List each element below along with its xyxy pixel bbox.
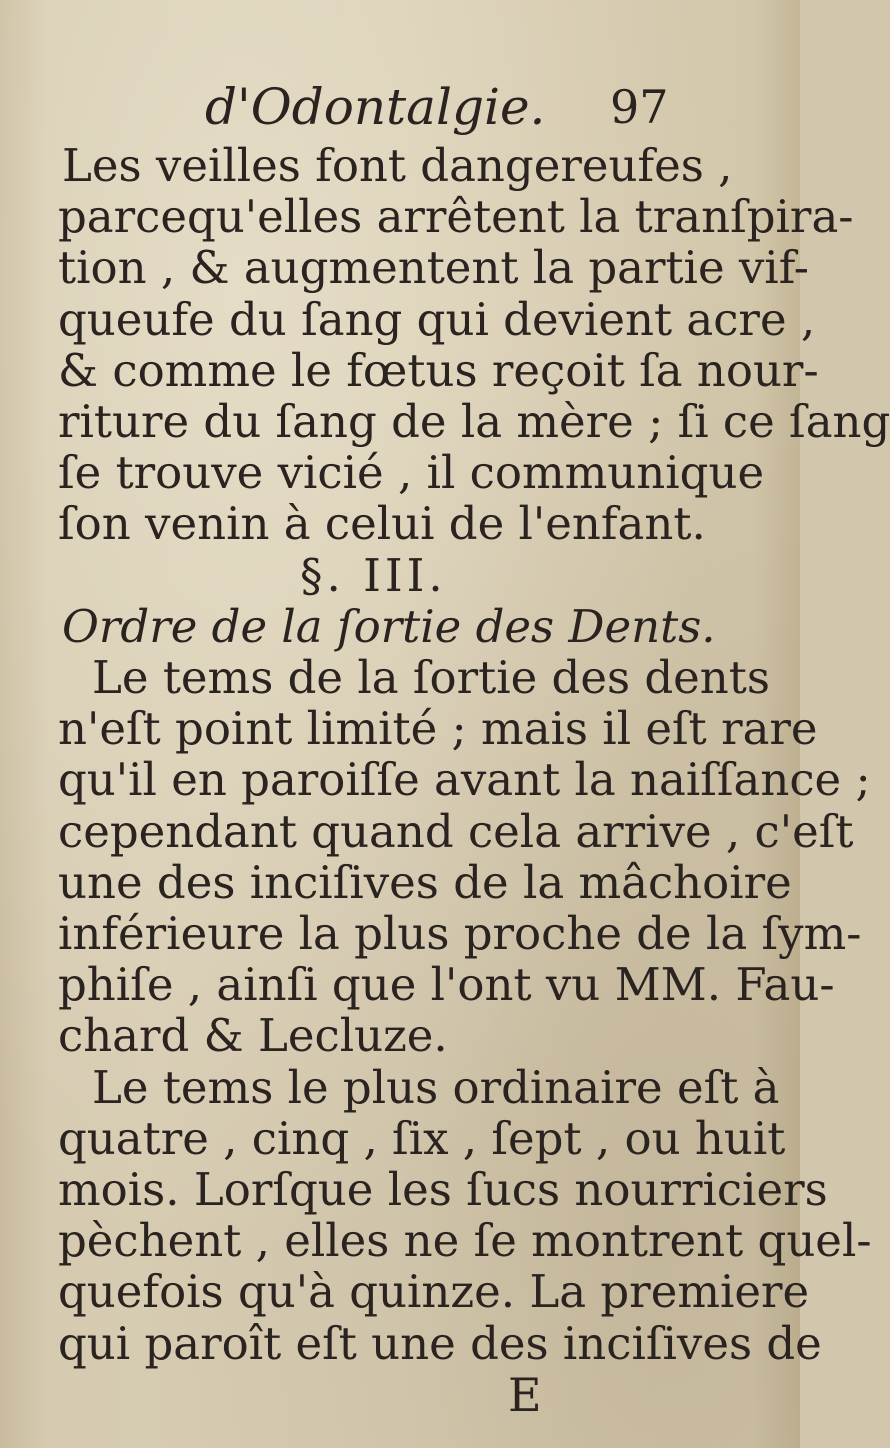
text-line: ſon venin à celui de l'enfant. [58,497,706,550]
text-line: une des inciſives de la mâchoire [58,856,792,909]
text-line: mois. Lorſque les ſucs nourriciers [58,1163,828,1216]
text-line: riture du ſang de la mère ; ſi ce ſang [58,395,890,448]
text-line: qui paroît eſt une des inciſives de [58,1317,822,1370]
text-line: tion , & augmentent la partie vif- [58,241,809,294]
text-line: & comme le fœtus reçoit ſa nour- [58,344,819,397]
text-line: pèchent , elles ne ſe montrent quel- [58,1214,872,1267]
section-title: Ordre de la ſortie des Dents. [62,600,716,653]
running-head: d'Odontalgie. [205,78,546,136]
page-header [0,72,800,142]
text-line: Le tems de la ſortie des dents [92,651,770,704]
text-line: cependant quand cela arrive , c'eſt [58,805,854,858]
text-line: ſe trouve vicié , il communique [58,446,765,499]
signature-mark: E [508,1368,542,1422]
text-line: phiſe , ainſi que l'ont vu MM. Fau- [58,958,835,1011]
text-line: n'eſt point limité ; mais il eſt rare [58,702,818,755]
text-line: qu'il en paroiſſe avant la naiſſance ; [58,753,871,806]
page-number: 97 [610,80,669,134]
text-line: quefois qu'à quinze. La premiere [58,1265,810,1318]
section-number: §. III. [300,549,447,602]
text-line: Le tems le plus ordinaire eſt à [92,1061,780,1114]
text-line: Les veilles font dangereufes , [62,139,733,192]
text-line: quatre , cinq , ſix , ſept , ou huit [58,1112,786,1165]
text-line: chard & Lecluze. [58,1009,448,1062]
text-line: inférieure la plus proche de la ſym- [58,907,862,960]
text-line: queufe du ſang qui devient acre , [58,293,816,346]
text-line: parcequ'elles arrêtent la tranſpira- [58,190,854,243]
